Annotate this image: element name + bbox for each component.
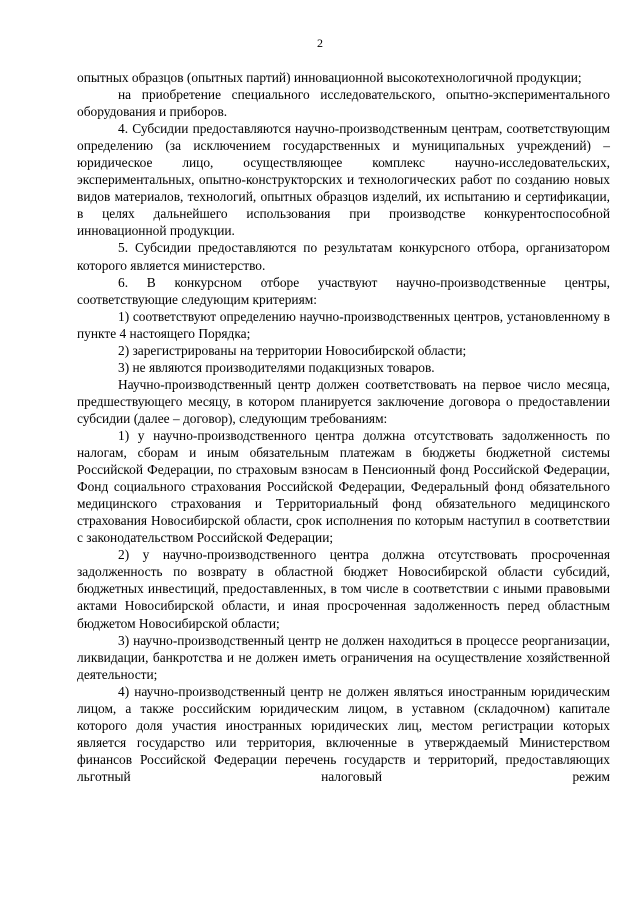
- requirement-item-4: 4) научно-производственный центр не должен являться иностранным юридическим лицом, а также российским юридическим лицом, в уставном (складочном) капитале которого доля участия иностранных юридических лиц, местом регистрации которых является государство или территория, включенные в утверждаемый Министерством финансов Российской Федерации перечень государств и территорий, предоставляющих льготный налоговый режим: [77, 683, 610, 784]
- document-body: [77, 69, 610, 785]
- requirement-item-2: 2) у научно-производственного центра должна отсутствовать просроченная задолженность по возврату в областной бюджет Новосибирской области субсидий, бюджетных инвестиций, предоставленных, в том числе в соответствии с иными правовыми актами Новосибирской области, и иная просроченная задолженность перед областным бюджетом Новосибирской области;: [77, 547, 610, 631]
- paragraph-continuation: опытных образцов (опытных партий) инновационной высокотехнологичной продукции;: [77, 70, 582, 85]
- requirement-item-1: 1) у научно-производственного центра должна отсутствовать задолженность по налогам, сборам и иным обязательным платежам в бюджеты бюджетной системы Российской Федерации, по страховым взносам в Пенсионный фонд Российской Федерации, Фонд социального страхования Российской Федерации, Федеральный фонд обязательного медицинского страхования и Территориальный фонд обязательного медицинского страхования Новосибирской области, срок исполнения по которым наступил в соответствии с законодательством Российской Федерации;: [77, 427, 610, 546]
- criteria-item-3: 3) не являются производителями подакцизных товаров.: [118, 359, 435, 375]
- criteria-item-2: 2) зарегистрированы на территории Новосибирской области;: [118, 342, 467, 358]
- criteria-item-1: 1) соответствуют определению научно-производственных центров, установленному в пункте 4 настоящего Порядка;: [77, 308, 610, 341]
- paragraph-item-5: 5. Субсидии предоставляются по результатам конкурсного отбора, организатором которого является министерство.: [77, 240, 610, 273]
- page-number: 2: [317, 36, 323, 50]
- requirement-item-3: 3) научно-производственный центр не должен находиться в процессе реорганизации, ликвидации, банкротства и не должен иметь ограничения на осуществление хозяйственной деятельности;: [77, 632, 610, 682]
- paragraph-item-4: 4. Субсидии предоставляются научно-производственным центрам, соответствующим определению (за исключением государственных и муниципальных учреждений) – юридическое лицо, осуществляющее комплекс научно-исследовательских, экспериментальных, опытно-конструкторских и технологических работ по созданию новых видов материалов, технологий, опытных образцов изделий, их испытанию и сертификации, в целях дальнейшего использования при производстве конкурентоспособной инновационной продукции.: [77, 121, 610, 239]
- paragraph-equipment-purchase: на приобретение специального исследовательского, опытно-экспериментального оборудования и приборов.: [77, 87, 610, 120]
- paragraph-item-6: 6. В конкурсном отборе участвуют научно-производственные центры, соответствующие следующим критериям:: [77, 274, 610, 307]
- paragraph-requirements-intro: Научно-производственный центр должен соответствовать на первое число месяца, предшествующего месяцу, в котором планируется заключение договора о предоставлении субсидии (далее – договор), следующим требованиям:: [77, 376, 610, 426]
